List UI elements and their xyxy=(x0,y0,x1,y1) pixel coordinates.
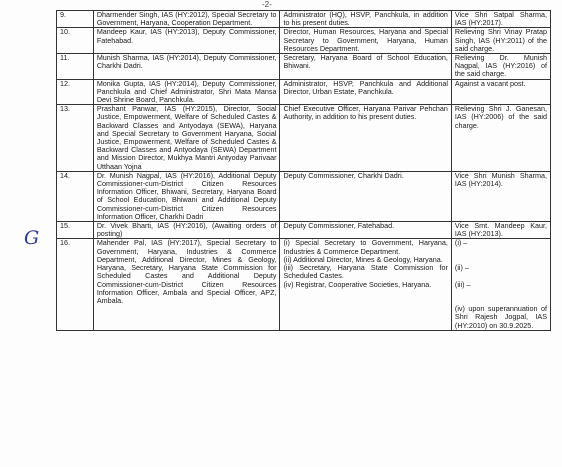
new-posting: Administrator, HSVP, Panchkula and Additional Director, Urban Estate, Panchkula. xyxy=(280,79,451,105)
new-posting: Administrator (HQ), HSVP, Panchkula, in addition to his present duties. xyxy=(280,11,451,28)
officer-details: Munish Sharma, IAS (HY:2014), Deputy Commissioner, Charkhi Dadri. xyxy=(93,54,280,80)
new-posting: Director, Human Resources, Haryana and Special Secretary to Government, Haryana, Human Resources Department. xyxy=(280,28,451,54)
serial-number: 10. xyxy=(57,28,94,54)
officer-details: Prashant Panwar, IAS (HY:2015), Director, Social Justice, Empowerment, Welfare of Scheduled Castes & Backward Classes and Antyodaya (SEWA), Haryana and Special Secretary to Government Haryana, Social Justice, Empowerment, Welfare of Scheduled Castes & Backward Classes and Antyodaya (SEWA) Department and Mission Director, Mukhya Mantri Antyoday Parivaar Utthaan Yojna xyxy=(93,105,280,172)
new-posting: Deputy Commissioner, Charkhi Dadri. xyxy=(280,171,451,221)
officer-details: Dr. Vivek Bharti, IAS (HY:2016), (Awaiting orders of posting) xyxy=(93,222,280,239)
page-number: -2- xyxy=(262,0,272,9)
serial-number: 16. xyxy=(57,239,94,330)
vice-remarks: Vice Shri Munish Sharma, IAS (HY:2014). xyxy=(451,171,550,221)
serial-number: 13. xyxy=(57,105,94,172)
vice-remarks: Relieving Shri J. Ganesan, IAS (HY:2006) of the said charge. xyxy=(451,105,550,172)
serial-number: 14. xyxy=(57,171,94,221)
officer-details: Dharmender Singh, IAS (HY:2012), Special Secretary to Government, Haryana, Cooperation Department. xyxy=(93,11,280,28)
table-row xyxy=(57,171,551,221)
vice-remarks: Relieving Dr. Munish Nagpal, IAS (HY:2016) of the said charge. xyxy=(451,54,550,80)
new-posting: Chief Executive Officer, Haryana Parivar Pehchan Authority, in addition to his present duties. xyxy=(280,105,451,172)
new-posting: (i) Special Secretary to Government, Haryana, Industries & Commerce Department. (ii) Additional Director, Mines & Geology, Haryana. (iii) Secretary, Haryana State Commission for Scheduled Castes. (iv) Registrar, Cooperative Societies, Haryana. xyxy=(280,239,451,330)
vice-remarks: (i) – (ii) – (iii) – (iv) upon superannuation of Shri Rajesh Jogpal, IAS (HY:2010) on 30.9.2025. xyxy=(451,239,550,330)
new-posting: Secretary, Haryana Board of School Education, Bhiwani. xyxy=(280,54,451,80)
vice-remarks: Relieving Shri Vinay Pratap Singh, IAS (HY:2011) of the said charge. xyxy=(451,28,550,54)
officer-details: Mahender Pal, IAS (HY:2017), Special Secretary to Government, Haryana, Industries & Commerce Department, Additional Director, Mines & Geology, Haryana, Secretary, Haryana State Commission for Scheduled Castes and Additional Deputy Commissioner-cum-District Citizen Resources Information Officer, Ambala and Special Officer, APZ, Ambala. xyxy=(93,239,280,330)
table-row xyxy=(57,222,551,239)
vice-remarks: Vice Smt. Mandeep Kaur, IAS (HY:2013). xyxy=(451,222,550,239)
officer-details: Monika Gupta, IAS (HY:2014), Deputy Commissioner, Panchkula and Chief Administrator, Shri Mata Mansa Devi Shrine Board, Panchkula. xyxy=(93,79,280,105)
table-row xyxy=(57,239,551,330)
serial-number: 12. xyxy=(57,79,94,105)
vice-remarks: Vice Shri Satpal Sharma, IAS (HY:2017). xyxy=(451,11,550,28)
new-posting: Deputy Commissioner, Fatehabad. xyxy=(280,222,451,239)
vice-remarks: Against a vacant post. xyxy=(451,79,550,105)
serial-number: 15. xyxy=(57,222,94,239)
handwritten-margin-mark: G xyxy=(24,227,40,249)
table-row xyxy=(57,28,551,54)
table-row xyxy=(57,105,551,172)
serial-number: 11. xyxy=(57,54,94,80)
table-row xyxy=(57,54,551,80)
serial-number: 9. xyxy=(57,11,94,28)
posting-orders-table xyxy=(56,10,551,331)
officer-details: Dr. Munish Nagpal, IAS (HY:2016), Additional Deputy Commissioner-cum-District Citizen Resources Information Officer, Bhiwani, Secretary, Haryana Board of School Education, Bhiwani and Additional Deputy Commissioner-cum-District Citizen Resources Information Officer, Charkhi Dadri xyxy=(93,171,280,221)
table-row xyxy=(57,11,551,28)
table-row xyxy=(57,79,551,105)
officer-details: Mandeep Kaur, IAS (HY:2013), Deputy Commissioner, Fatehabad. xyxy=(93,28,280,54)
